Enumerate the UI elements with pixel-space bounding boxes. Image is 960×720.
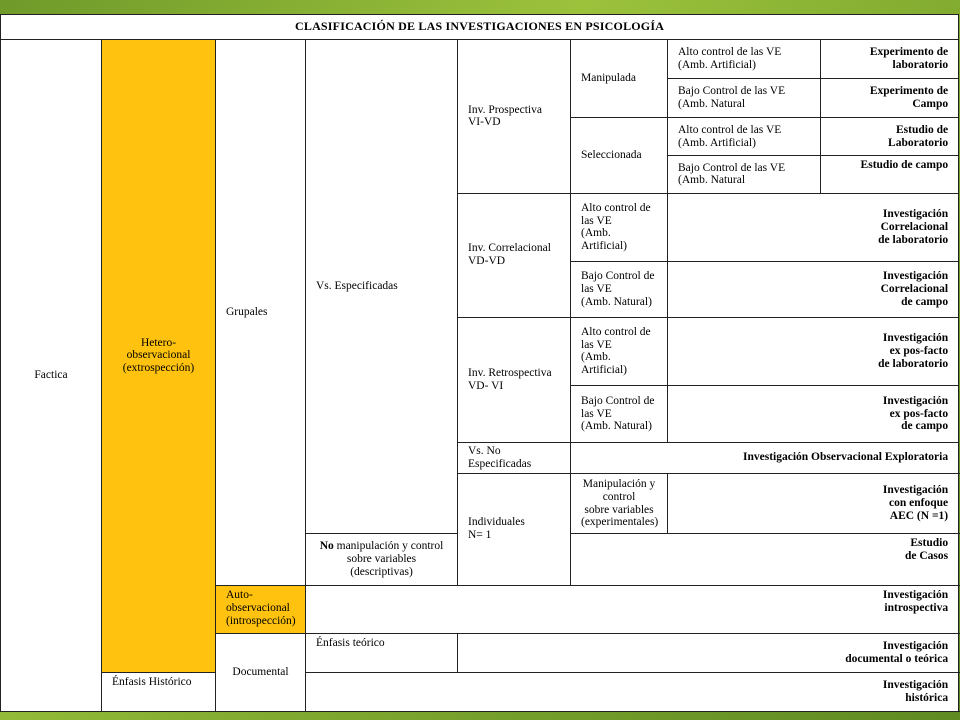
documental-cell: Documental (216, 634, 306, 712)
individuales-line-1: Individuales (468, 516, 525, 529)
factica-cell: Factica (1, 40, 102, 712)
aec-line-1: Investigación (882, 484, 949, 497)
expos-laboratorio-cell (668, 317, 959, 386)
manipulacion-line-1: Manipulación y control (582, 477, 656, 503)
individuales-cell (458, 473, 571, 585)
observacional-exploratoria-cell: Investigación Observacional Exploratoria (571, 442, 959, 473)
estudio-campo-cell: Estudio de campo (821, 156, 959, 193)
no-manipulacion-line-1 (316, 540, 447, 553)
bajo-control-line-2: (Amb. Natural (678, 97, 746, 110)
bajo-control-line-2: (Amb. Natural (678, 174, 746, 187)
enfasis-historico-cell: Énfasis Histórico (102, 672, 216, 711)
bajo-multi-line-2: las VE (581, 407, 612, 420)
exp-campo-line-2: Campo (912, 97, 949, 110)
aec-line-2: con enfoque (888, 497, 949, 510)
correlacional-cell (458, 193, 571, 317)
prospectiva-cell (458, 40, 571, 193)
alto-control-line-1: Alto control de las VE (678, 46, 782, 59)
alto-multi-line-3: (Amb. (581, 351, 611, 364)
bajo-multi-line-1: Bajo Control de (581, 270, 655, 283)
aec-cell (668, 473, 959, 534)
correlacional-line-2: VD-VD (468, 255, 506, 268)
alto-multi-line-4: Artificial) (581, 240, 627, 253)
introspectiva-line-1: Investigación (882, 588, 949, 601)
especificadas-cell: Vs. Especificadas (306, 40, 458, 534)
historica-line-1: Investigación (882, 678, 949, 691)
corr-campo-line-2: Correlacional (880, 282, 949, 295)
no-manipulacion-rest: manipulación y control (333, 540, 444, 553)
aec-line-3: AEC (N =1) (889, 510, 949, 522)
correlacional-campo-cell (668, 262, 959, 317)
bajo-control-multi-cell (571, 386, 668, 443)
no-manipulacion-cell (306, 534, 458, 585)
bajo-multi-line-3: (Amb. Natural) (581, 295, 652, 308)
hetero-line-2: observacional (126, 349, 191, 362)
auto-observacional-cell (216, 585, 306, 633)
bajo-control-multi-cell (571, 262, 668, 317)
seleccionada-cell: Seleccionada (571, 117, 668, 193)
documental-line-1: Investigación (882, 640, 949, 652)
prospectiva-line-2: VI-VD (468, 116, 501, 129)
casos-line-1: Estudio (910, 537, 949, 550)
expos-campo-line-2: ex pos-facto (889, 407, 949, 420)
hetero-line-3: (extrospección) (122, 362, 195, 375)
correlacional-laboratorio-cell (668, 193, 959, 262)
documental-teorica-cell (458, 634, 959, 672)
no-manipulacion-no: No (319, 540, 334, 553)
casos-cell (571, 534, 959, 585)
corr-campo-line-1: Investigación (882, 270, 949, 283)
individuales-line-2: N= 1 (468, 529, 492, 542)
historica-cell (306, 672, 959, 711)
introspectiva-cell (306, 585, 959, 633)
est-lab-line-2: Laboratorio (888, 136, 949, 149)
grupales-cell: Grupales (216, 40, 306, 586)
correlacional-line-1: Inv. Correlacional (468, 242, 551, 255)
alto-multi-line-1: Alto control de (581, 201, 651, 214)
bajo-multi-line-2: las VE (581, 282, 612, 295)
prospectiva-line-1: Inv. Prospectiva (468, 103, 542, 116)
alto-multi-line-4: Artificial) (581, 364, 627, 377)
historica-line-2: histórica (905, 691, 949, 704)
corr-campo-line-3: de campo (901, 295, 949, 308)
exp-lab-line-2: laboratorio (892, 58, 949, 71)
exp-lab-line-1: Experimento de (869, 46, 949, 59)
manipulacion-line-2: sobre variables (584, 503, 654, 516)
classification-table (0, 14, 959, 712)
documental-line-2: documental o teórica (845, 652, 949, 665)
expos-lab-line-2: ex pos-facto (889, 345, 949, 358)
alto-control-line-2: (Amb. Artificial) (678, 136, 756, 149)
no-especificadas-cell: Vs. No Especificadas (458, 442, 571, 473)
auto-line-1: Auto- (226, 588, 253, 601)
auto-line-3: (introspección) (226, 614, 296, 627)
expos-campo-line-3: de campo (901, 420, 949, 433)
retrospectiva-cell (458, 317, 571, 442)
bajo-control-cell (668, 156, 821, 193)
manipulada-cell: Manipulada (571, 40, 668, 118)
experimento-campo-cell (821, 78, 959, 117)
no-manipulacion-line-3: (descriptivas) (350, 565, 413, 578)
manipulacion-cell (571, 473, 668, 534)
retrospectiva-line-2: VD- VI (468, 379, 504, 392)
bajo-control-line-1: Bajo Control de las VE (678, 161, 786, 174)
corr-lab-line-2: Correlacional (880, 220, 949, 233)
corr-lab-line-3: de laboratorio (878, 233, 949, 246)
manipulacion-line-3: (experimentales) (581, 516, 659, 529)
table-title: CLASIFICACIÓN DE LAS INVESTIGACIONES EN PSICOLOGÍA (1, 15, 959, 40)
alto-control-line-1: Alto control de las VE (678, 123, 782, 136)
bajo-multi-line-3: (Amb. Natural) (581, 420, 652, 433)
alto-multi-line-1: Alto control de (581, 325, 651, 338)
alto-control-multi-cell (571, 193, 668, 262)
hetero-observacional-cell (102, 40, 216, 672)
bajo-multi-line-1: Bajo Control de (581, 394, 655, 407)
retrospectiva-line-1: Inv. Retrospectiva (468, 366, 552, 379)
enfasis-teorico-cell: Énfasis teórico (306, 634, 458, 672)
experimento-laboratorio-cell (821, 40, 959, 78)
alto-control-cell (668, 40, 821, 78)
auto-line-2: observacional (226, 601, 290, 614)
estudio-laboratorio-cell (821, 117, 959, 155)
expos-lab-line-1: Investigación (882, 332, 949, 345)
classification-sheet (0, 14, 958, 712)
bajo-control-cell (668, 78, 821, 117)
alto-control-cell (668, 117, 821, 155)
corr-lab-line-1: Investigación (882, 208, 949, 221)
alto-control-multi-cell (571, 317, 668, 386)
expos-lab-line-3: de laboratorio (878, 357, 949, 370)
introspectiva-line-2: introspectiva (884, 601, 949, 614)
expos-campo-cell (668, 386, 959, 443)
hetero-line-1: Hetero- (140, 336, 177, 349)
est-lab-line-1: Estudio de (896, 123, 949, 136)
exp-campo-line-1: Experimento de (869, 84, 949, 97)
alto-multi-line-3: (Amb. (581, 227, 611, 240)
alto-control-line-2: (Amb. Artificial) (678, 58, 756, 71)
casos-line-2: de Casos (904, 550, 949, 563)
expos-campo-line-1: Investigación (882, 394, 949, 407)
alto-multi-line-2: las VE (581, 214, 612, 227)
no-manipulacion-line-2: sobre variables (346, 553, 417, 566)
bajo-control-line-1: Bajo Control de las VE (678, 84, 786, 97)
alto-multi-line-2: las VE (581, 338, 612, 351)
